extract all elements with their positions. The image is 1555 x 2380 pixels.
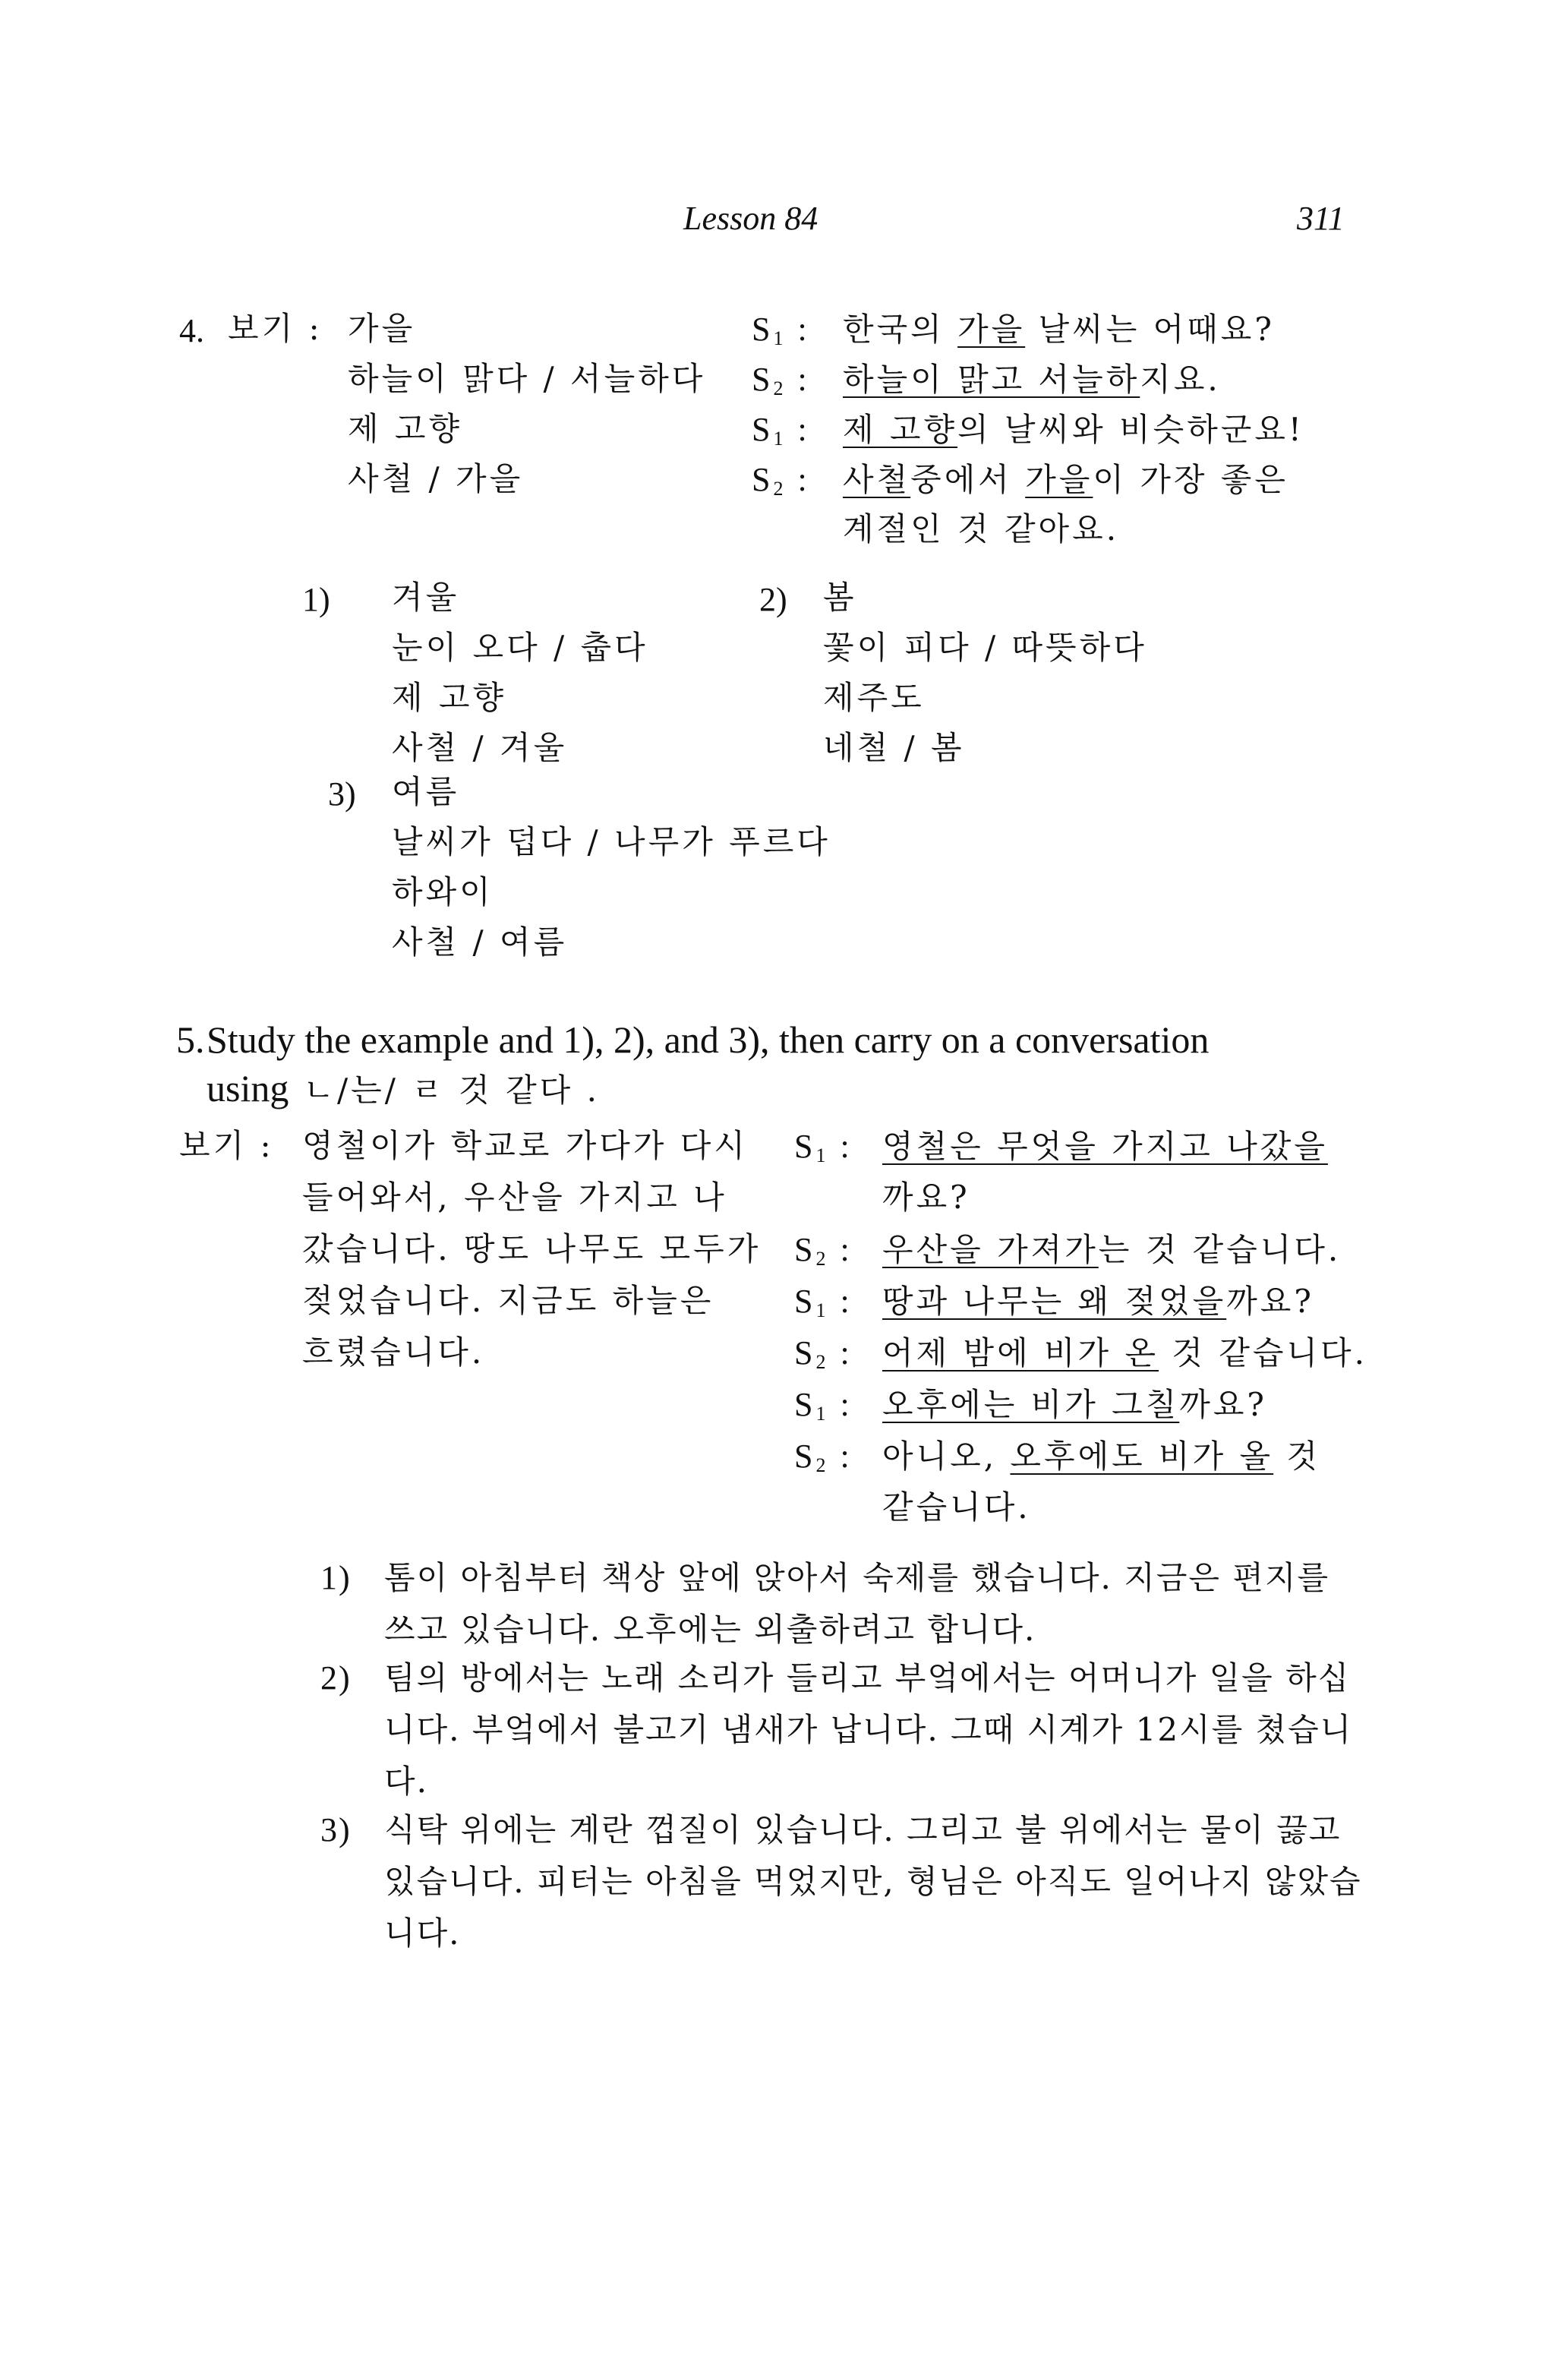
ex5-passage-line: 흐렸습니다.	[302, 1334, 485, 1371]
ex4-item-line: 여름	[392, 773, 460, 810]
ex5-passage-line: 갔습니다. 땅도 나무도 모두가	[302, 1230, 762, 1267]
ex4-dialogue-line: $S_2$ : 사철중에서 가을이 가장 좋은	[752, 461, 1288, 500]
ex5-exercise-label: 1)	[320, 1559, 352, 1596]
ex5-dialogue-line: 까요?	[882, 1179, 970, 1216]
ex4-item-line: 사철 / 겨울	[392, 729, 568, 766]
exercise-5-instruction-line2: using ㄴ/는/ ㄹ 것 같다 .	[207, 1067, 600, 1110]
ex4-dialogue-line: $S_1$ : 제 고향의 날씨와 비슷하군요!	[752, 411, 1304, 450]
ex5-exercise-text: 팀의 방에서는 노래 소리가 들리고 부엌에서는 어머니가 일을 하십니다. 부엌에서 불고기 냄새가 납니다. 그때 시계가 12시를 쳤습니다.	[384, 1659, 1353, 1800]
ex4-item-line: 눈이 오다 / 춥다	[392, 629, 648, 666]
ex4-prompt-line: 하늘이 맑다 / 서늘하다	[348, 360, 706, 397]
speaker-label: $S_1$ :	[794, 1386, 853, 1425]
ex5-dialogue-line: $S_2$ : 아니오, 오후에도 비가 올 것	[794, 1438, 1321, 1476]
speaker-label: $S_2$ :	[752, 361, 810, 399]
ex5-exercise-label: 2)	[320, 1659, 352, 1697]
ex5-exercise-item	[320, 1804, 1364, 1959]
ex4-item-line: 꽃이 피다 / 따뜻하다	[823, 629, 1147, 666]
speaker-label: $S_1$ :	[794, 1128, 853, 1166]
speaker-label: $S_1$ :	[752, 411, 810, 450]
ex5-dialogue-line: $S_2$ : 우산을 가져가는 것 같습니다.	[794, 1231, 1342, 1270]
exercise-5-number: 5.	[176, 1018, 205, 1061]
ex4-item-label: 3)	[328, 775, 356, 813]
ex5-dialogue-line: $S_2$ : 어제 밤에 비가 온 것 같습니다.	[794, 1334, 1367, 1373]
exercise-5-instruction: Study the example and 1), 2), and 3), then carry on a conversation	[207, 1018, 1210, 1061]
ex4-prompt-line: 제 고향	[348, 410, 463, 447]
ex4-item-line: 봄	[823, 579, 857, 616]
ex4-item-line: 하와이	[392, 873, 494, 911]
ex4-item-line: 제 고향	[392, 679, 507, 716]
ex5-dialogue-line: $S_1$ : 영철은 무엇을 가지고 나갔을	[794, 1128, 1328, 1166]
running-header-title: Lesson 84	[683, 200, 819, 237]
ex5-exercise-label: 3)	[320, 1811, 352, 1848]
ex4-item-label: 2)	[759, 581, 787, 618]
speaker-label: $S_2$ :	[794, 1438, 853, 1476]
ex4-dialogue-line: $S_2$ : 하늘이 맑고 서늘하지요.	[752, 361, 1221, 399]
ex5-passage-line: 들어와서, 우산을 가지고 나	[302, 1179, 727, 1216]
ex5-passage-line: 영철이가 학교로 가다가 다시	[302, 1127, 748, 1164]
ex4-item-label: 1)	[302, 581, 330, 618]
ex4-prompt-line: 가을	[348, 310, 416, 347]
ex4-dialogue-line: $S_1$ : 한국의 가을 날씨는 어때요?	[752, 311, 1275, 349]
ex4-item-line: 겨울	[392, 579, 460, 616]
ex5-exercise-item	[320, 1552, 1364, 1656]
ex4-item-line: 날씨가 덥다 / 나무가 푸르다	[392, 823, 831, 860]
speaker-label: $S_2$ :	[794, 1231, 853, 1270]
ex5-exercise-item	[320, 1652, 1364, 1807]
exercise-4-bogi-label: 보기 :	[228, 310, 323, 347]
exercise-4-number: 4.	[179, 312, 204, 349]
ex4-prompt-line: 사철 / 가을	[348, 460, 524, 497]
ex5-dialogue-line: $S_1$ : 오후에는 비가 그칠까요?	[794, 1386, 1267, 1425]
ex5-dialogue-line: $S_1$ : 땅과 나무는 왜 젖었을까요?	[794, 1283, 1314, 1321]
ex5-exercise-text: 식탁 위에는 계란 껍질이 있습니다. 그리고 불 위에서는 물이 끓고 있습니다. 피터는 아침을 먹었지만, 형님은 아직도 일어나지 않았습니다.	[384, 1811, 1362, 1952]
ex4-item-line: 사철 / 여름	[392, 923, 568, 961]
speaker-label: $S_1$ :	[794, 1283, 853, 1321]
speaker-label: $S_2$ :	[752, 461, 810, 500]
ex5-passage-line: 젖었습니다. 지금도 하늘은	[302, 1282, 714, 1319]
ex4-item-line: 제주도	[823, 679, 925, 716]
ex4-dialogue-line: 계절인 것 같아요.	[843, 510, 1120, 548]
exercise-5-bogi-label: 보기 :	[179, 1127, 274, 1164]
ex5-exercise-text: 톰이 아침부터 책상 앞에 앉아서 숙제를 했습니다. 지금은 편지를 쓰고 있습니다. 오후에는 외출하려고 합니다.	[384, 1559, 1330, 1648]
page-number: 311	[1297, 200, 1345, 237]
ex5-dialogue-line: 같습니다.	[882, 1488, 1031, 1526]
ex4-item-line: 네철 / 봄	[823, 729, 965, 766]
speaker-label: $S_1$ :	[752, 311, 810, 349]
speaker-label: $S_2$ :	[794, 1334, 853, 1373]
